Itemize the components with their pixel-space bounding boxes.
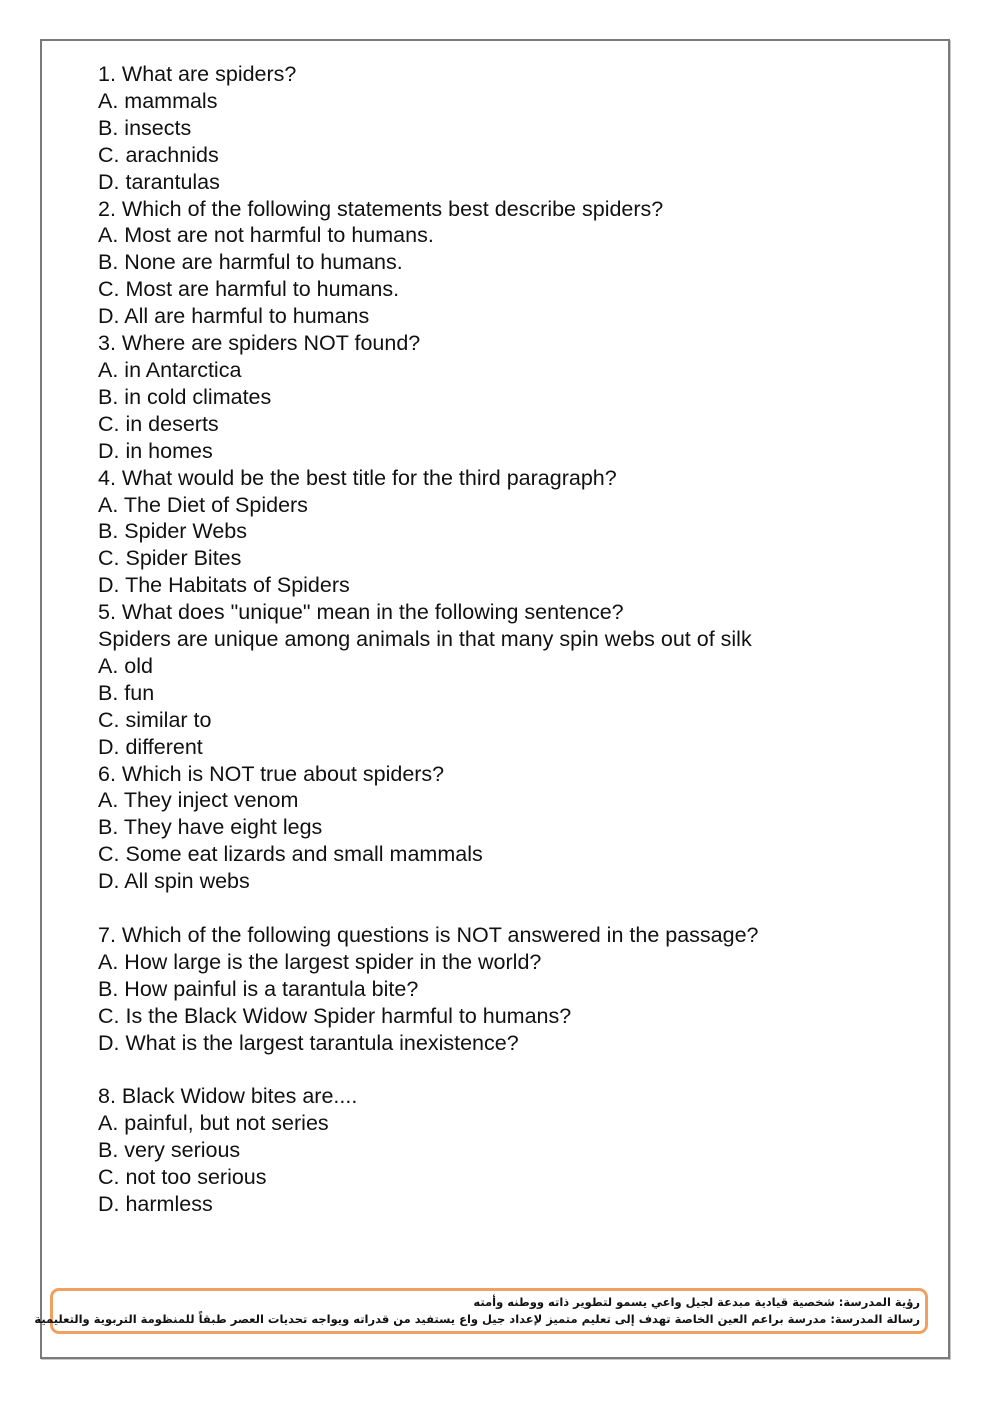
- question-spacer: [98, 1057, 918, 1084]
- question-7-option-a: A. How large is the largest spider in the world?: [98, 949, 542, 974]
- school-vision: رؤية المدرسة: شخصية قيادية مبدعة لجيل واعي يسمو لتطوير ذاته ووطنه وأمته: [473, 1295, 920, 1309]
- question-spacer: [98, 895, 918, 922]
- question-2-option-c: C. Most are harmful to humans.: [98, 277, 400, 302]
- question-2-stem: 2. Which of the following statements best describe spiders?: [98, 196, 664, 221]
- question-5-option-c: C. similar to: [98, 707, 212, 732]
- question-8-option-b: B. very serious: [98, 1138, 241, 1163]
- question-1-stem: 1. What are spiders?: [98, 62, 297, 86]
- question-5-sentence: Spiders are unique among animals in that many spin webs out of silk: [98, 627, 752, 652]
- question-5-stem: 5. What does "unique" mean in the following sentence?: [98, 600, 624, 625]
- question-7-stem: 7. Which of the following questions is NOT answered in the passage?: [98, 922, 759, 947]
- question-8-option-c: C. not too serious: [98, 1165, 267, 1190]
- question-3-stem: 3. Where are spiders NOT found?: [98, 331, 421, 356]
- question-3-option-a: A. in Antarctica: [98, 357, 242, 382]
- question-3-option-d: D. in homes: [98, 438, 213, 463]
- question-6-option-b: B. They have eight legs: [98, 815, 323, 840]
- question-7-option-d: D. What is the largest tarantula inexistence?: [98, 1030, 519, 1055]
- question-8-option-a: A. painful, but not series: [98, 1111, 329, 1136]
- school-mission: رسالة المدرسة: مدرسة براعم العين الخاصة تهدف إلى تعليم متميز لإعداد جيل واع يستفيد من قدراته ويواجه تحديات العصر طبقاً للمنظومة التربوية والتعليمية: [34, 1312, 920, 1326]
- question-7-option-c: C. Is the Black Widow Spider harmful to humans?: [98, 1003, 572, 1028]
- question-4-stem: 4. What would be the best title for the third paragraph?: [98, 465, 617, 490]
- question-8-stem: 8. Black Widow bites are....: [98, 1084, 358, 1109]
- question-1-option-a: A. mammals: [98, 88, 218, 113]
- question-1-option-d: D. tarantulas: [98, 169, 220, 194]
- school-footer: [34, 1288, 928, 1334]
- question-3-option-b: B. in cold climates: [98, 384, 272, 409]
- question-5-option-d: D. different: [98, 734, 203, 759]
- question-5-option-b: B. fun: [98, 680, 155, 705]
- question-1-option-c: C. arachnids: [98, 142, 219, 167]
- question-4-option-c: C. Spider Bites: [98, 546, 242, 571]
- question-3-option-c: C. in deserts: [98, 411, 219, 436]
- question-2-option-a: A. Most are not harmful to humans.: [98, 223, 434, 248]
- quiz-questions: [98, 61, 918, 1218]
- question-5-option-a: A. old: [98, 653, 153, 678]
- question-2-option-b: B. None are harmful to humans.: [98, 250, 403, 275]
- question-4-option-b: B. Spider Webs: [98, 519, 247, 544]
- question-6-stem: 6. Which is NOT true about spiders?: [98, 761, 445, 786]
- question-6-option-d: D. All spin webs: [98, 869, 250, 894]
- question-4-option-a: A. The Diet of Spiders: [98, 492, 308, 517]
- question-2-option-d: D. All are harmful to humans: [98, 304, 370, 329]
- question-4-option-d: D. The Habitats of Spiders: [98, 573, 350, 598]
- question-7-option-b: B. How painful is a tarantula bite?: [98, 976, 419, 1001]
- question-6-option-c: C. Some eat lizards and small mammals: [98, 842, 483, 867]
- question-8-option-d: D. harmless: [98, 1192, 213, 1217]
- question-1-option-b: B. insects: [98, 115, 192, 140]
- question-6-option-a: A. They inject venom: [98, 788, 299, 813]
